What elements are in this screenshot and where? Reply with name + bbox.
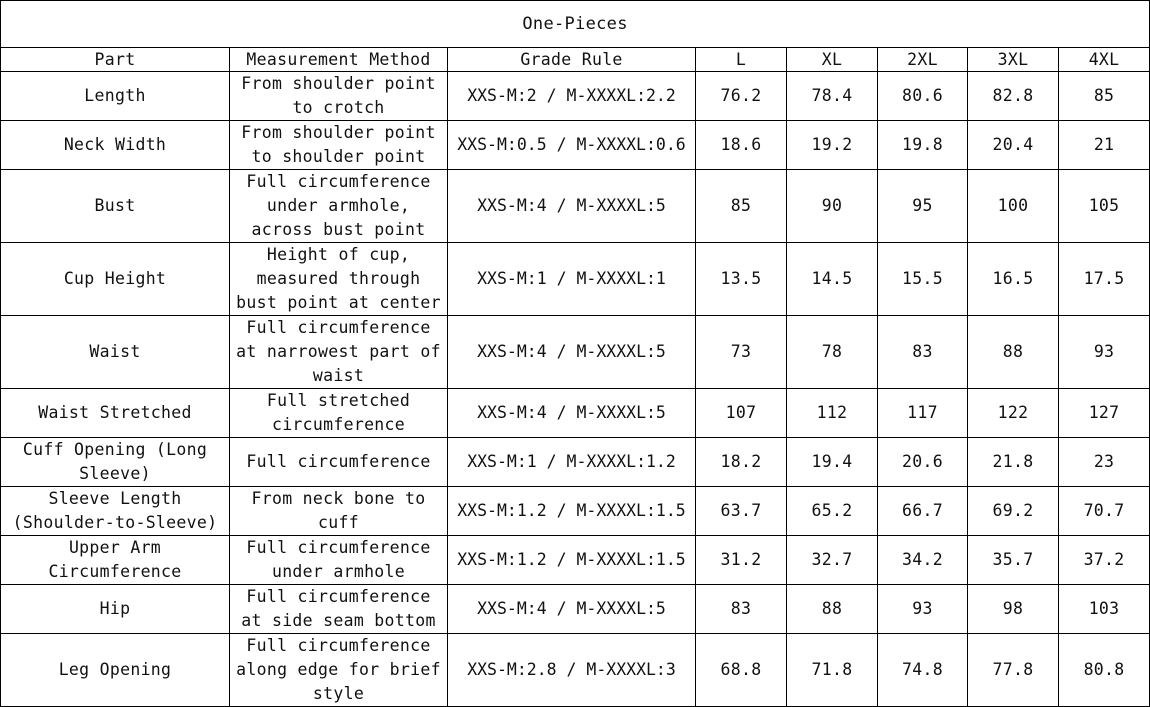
row-part: Cuff Opening (Long Sleeve) (1, 438, 230, 487)
row-value-3xl: 21.8 (968, 438, 1059, 487)
row-value-l: 13.5 (696, 243, 787, 316)
row-method: Full stretched circumference (230, 389, 448, 438)
row-method: From shoulder point to shoulder point (230, 121, 448, 170)
row-part: Waist Stretched (1, 389, 230, 438)
row-value-xl: 71.8 (787, 634, 878, 707)
row-method: Height of cup, measured through bust point at center (230, 243, 448, 316)
row-value-4xl: 93 (1059, 316, 1150, 389)
table-row (1, 536, 1150, 585)
header-size-l: L (696, 48, 787, 72)
row-value-2xl: 74.8 (878, 634, 968, 707)
row-value-3xl: 88 (968, 316, 1059, 389)
row-value-l: 107 (696, 389, 787, 438)
row-grade: XXS-M:2 / M-XXXXL:2.2 (448, 72, 696, 121)
row-value-3xl: 98 (968, 585, 1059, 634)
row-value-l: 63.7 (696, 487, 787, 536)
row-value-xl: 112 (787, 389, 878, 438)
row-value-xl: 14.5 (787, 243, 878, 316)
row-value-3xl: 82.8 (968, 72, 1059, 121)
row-grade: XXS-M:4 / M-XXXXL:5 (448, 316, 696, 389)
row-value-2xl: 95 (878, 170, 968, 243)
row-value-2xl: 34.2 (878, 536, 968, 585)
header-method: Measurement Method (230, 48, 448, 72)
row-value-l: 18.6 (696, 121, 787, 170)
row-value-l: 85 (696, 170, 787, 243)
row-value-xl: 88 (787, 585, 878, 634)
row-value-l: 76.2 (696, 72, 787, 121)
row-value-l: 83 (696, 585, 787, 634)
row-method: From neck bone to cuff (230, 487, 448, 536)
row-method: Full circumference along edge for brief style (230, 634, 448, 707)
title-row (1, 1, 1150, 48)
row-value-3xl: 100 (968, 170, 1059, 243)
row-value-xl: 32.7 (787, 536, 878, 585)
table-row (1, 72, 1150, 121)
row-value-l: 18.2 (696, 438, 787, 487)
row-part: Bust (1, 170, 230, 243)
header-size-4xl: 4XL (1059, 48, 1150, 72)
table-row (1, 487, 1150, 536)
row-grade: XXS-M:4 / M-XXXXL:5 (448, 170, 696, 243)
row-part: Hip (1, 585, 230, 634)
row-value-2xl: 20.6 (878, 438, 968, 487)
header-size-3xl: 3XL (968, 48, 1059, 72)
row-grade: XXS-M:1.2 / M-XXXXL:1.5 (448, 536, 696, 585)
row-method: Full circumference (230, 438, 448, 487)
row-value-3xl: 69.2 (968, 487, 1059, 536)
row-value-4xl: 37.2 (1059, 536, 1150, 585)
row-part: Waist (1, 316, 230, 389)
row-value-4xl: 70.7 (1059, 487, 1150, 536)
row-value-2xl: 83 (878, 316, 968, 389)
table-row (1, 585, 1150, 634)
row-grade: XXS-M:4 / M-XXXXL:5 (448, 389, 696, 438)
row-part: Leg Opening (1, 634, 230, 707)
row-part: Upper Arm Circumference (1, 536, 230, 585)
table-row (1, 170, 1150, 243)
row-value-l: 31.2 (696, 536, 787, 585)
row-value-4xl: 21 (1059, 121, 1150, 170)
row-value-2xl: 93 (878, 585, 968, 634)
table-row (1, 438, 1150, 487)
header-part: Part (1, 48, 230, 72)
row-grade: XXS-M:2.8 / M-XXXXL:3 (448, 634, 696, 707)
row-grade: XXS-M:1 / M-XXXXL:1 (448, 243, 696, 316)
row-part: Neck Width (1, 121, 230, 170)
row-value-4xl: 105 (1059, 170, 1150, 243)
header-row (1, 48, 1150, 72)
row-value-3xl: 20.4 (968, 121, 1059, 170)
row-value-3xl: 77.8 (968, 634, 1059, 707)
row-method: From shoulder point to crotch (230, 72, 448, 121)
row-value-l: 73 (696, 316, 787, 389)
row-method: Full circumference at side seam bottom (230, 585, 448, 634)
row-method: Full circumference under armhole (230, 536, 448, 585)
table-row (1, 316, 1150, 389)
row-value-xl: 19.2 (787, 121, 878, 170)
row-grade: XXS-M:4 / M-XXXXL:5 (448, 585, 696, 634)
table-title: One-Pieces (1, 1, 1150, 48)
row-value-4xl: 127 (1059, 389, 1150, 438)
row-value-2xl: 15.5 (878, 243, 968, 316)
row-value-3xl: 122 (968, 389, 1059, 438)
table-row (1, 634, 1150, 707)
row-grade: XXS-M:1.2 / M-XXXXL:1.5 (448, 487, 696, 536)
row-value-3xl: 35.7 (968, 536, 1059, 585)
row-part: Length (1, 72, 230, 121)
row-part: Cup Height (1, 243, 230, 316)
row-value-4xl: 103 (1059, 585, 1150, 634)
header-grade: Grade Rule (448, 48, 696, 72)
row-value-4xl: 23 (1059, 438, 1150, 487)
row-value-xl: 65.2 (787, 487, 878, 536)
table-row (1, 243, 1150, 316)
row-value-2xl: 80.6 (878, 72, 968, 121)
table-row (1, 121, 1150, 170)
row-grade: XXS-M:1 / M-XXXXL:1.2 (448, 438, 696, 487)
row-value-4xl: 85 (1059, 72, 1150, 121)
row-value-2xl: 117 (878, 389, 968, 438)
row-method: Full circumference under armhole, across bust point (230, 170, 448, 243)
row-value-xl: 19.4 (787, 438, 878, 487)
row-value-l: 68.8 (696, 634, 787, 707)
row-value-4xl: 80.8 (1059, 634, 1150, 707)
header-size-xl: XL (787, 48, 878, 72)
header-size-2xl: 2XL (878, 48, 968, 72)
row-value-xl: 78 (787, 316, 878, 389)
row-value-2xl: 19.8 (878, 121, 968, 170)
row-value-4xl: 17.5 (1059, 243, 1150, 316)
row-value-xl: 90 (787, 170, 878, 243)
row-part: Sleeve Length (Shoulder-to-Sleeve) (1, 487, 230, 536)
row-value-xl: 78.4 (787, 72, 878, 121)
row-method: Full circumference at narrowest part of waist (230, 316, 448, 389)
row-value-2xl: 66.7 (878, 487, 968, 536)
row-value-3xl: 16.5 (968, 243, 1059, 316)
table-row (1, 389, 1150, 438)
row-grade: XXS-M:0.5 / M-XXXXL:0.6 (448, 121, 696, 170)
